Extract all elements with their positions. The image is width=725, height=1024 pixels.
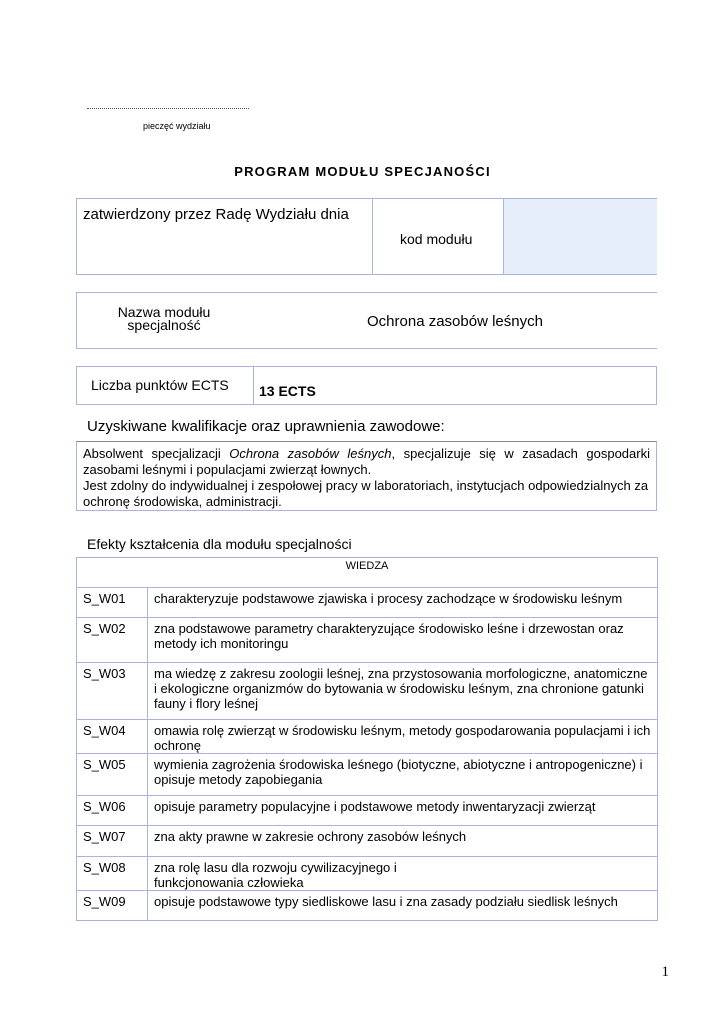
qualifications-heading: Uzyskiwane kwalifikacje oraz uprawnienia zawodowe:	[87, 418, 445, 435]
effect-code: S_W02	[77, 618, 148, 663]
effect-code: S_W01	[77, 588, 148, 618]
effect-text: opisuje podstawowe typy siedliskowe lasu i zna zasady podziału siedlisk leśnych	[148, 891, 658, 921]
approval-divider	[372, 199, 373, 274]
qualifications-box	[76, 441, 657, 511]
qualifications-text-before: Absolwent specjalizacji	[83, 446, 230, 461]
page-number: 1	[661, 964, 669, 980]
effects-table	[76, 557, 658, 921]
effect-code: S_W06	[77, 796, 148, 826]
effects-section-label: WIEDZA	[77, 558, 658, 588]
qualifications-text-italic: Ochrona zasobów leśnych	[229, 446, 392, 461]
qualifications-paragraph-1	[83, 446, 650, 478]
module-name-value: Ochrona zasobów leśnych	[367, 313, 543, 330]
ects-value: 13 ECTS	[259, 383, 316, 399]
effect-code: S_W08	[77, 857, 148, 891]
effect-code: S_W09	[77, 891, 148, 921]
effect-code: S_W03	[77, 663, 148, 720]
page-title: PROGRAM MODUŁU SPECJANOŚCI	[234, 164, 491, 179]
table-row	[77, 754, 658, 796]
effect-text: omawia rolę zwierząt w środowisku leśnym, metody gospodarowania populacjami i ich ochronę	[148, 720, 658, 754]
table-row	[77, 826, 658, 857]
effect-text: opisuje parametry populacyjne i podstawowe metody inwentaryzacji zwierząt	[148, 796, 658, 826]
effect-text: zna rolę lasu dla rozwoju cywilizacyjnego i funkcjonowania człowieka	[148, 857, 658, 891]
table-row	[77, 720, 658, 754]
qualifications-text-after: , specjalizuje się w zasadach gospodarki zasobami leśnymi i populacjami zwierząt łownych.	[83, 446, 650, 477]
ects-label: Liczba punktów ECTS	[91, 377, 229, 393]
module-name-box	[76, 292, 657, 349]
table-row	[77, 796, 658, 826]
table-row	[77, 891, 658, 921]
ects-divider	[253, 367, 254, 404]
table-row	[77, 663, 658, 720]
effect-text: ma wiedzę z zakresu zoologii leśnej, zna przystosowania morfologiczne, anatomiczne i ekologiczne organizmów do bytowania w środowisku leśnym, zna chronione gatunki fauny i flory leśnej	[148, 663, 658, 720]
module-name-label	[77, 306, 251, 332]
module-name-label-line1: Nazwa modułu	[117, 304, 211, 320]
table-row	[77, 618, 658, 663]
effects-section-row	[77, 558, 658, 588]
effect-text: charakteryzuje podstawowe zjawiska i procesy zachodzące w środowisku leśnym	[148, 588, 658, 618]
table-row	[77, 588, 658, 618]
effect-code: S_W07	[77, 826, 148, 857]
approval-box	[76, 198, 657, 275]
stamp-label: pieczęć wydziału	[143, 121, 211, 131]
module-name-label-line2: specjalność	[127, 317, 201, 333]
effect-text: zna akty prawne w zakresie ochrony zasobów leśnych	[148, 826, 658, 857]
effect-code: S_W04	[77, 720, 148, 754]
effect-text: wymienia zagrożenia środowiska leśnego (biotyczne, abiotyczne i antropogeniczne) i opisuje metody zapobiegania	[148, 754, 658, 796]
module-code-label: kod modułu	[400, 231, 473, 247]
effect-code: S_W05	[77, 754, 148, 796]
effects-heading: Efekty kształcenia dla modułu specjalności	[87, 536, 352, 552]
effect-text: zna podstawowe parametry charakteryzujące środowisko leśne i drzewostan oraz metody ich monitoringu	[148, 618, 658, 663]
ects-box	[76, 366, 657, 405]
table-row	[77, 857, 658, 891]
stamp-dotted-line	[87, 108, 249, 109]
module-code-field	[503, 199, 657, 274]
qualifications-paragraph-2: Jest zdolny do indywidualnej i zespołowej pracy w laboratoriach, instytucjach odpowiedzialnych za ochronę środowiska, administracji.	[83, 478, 649, 509]
approval-label: zatwierdzony przez Radę Wydziału dnia	[83, 206, 349, 223]
